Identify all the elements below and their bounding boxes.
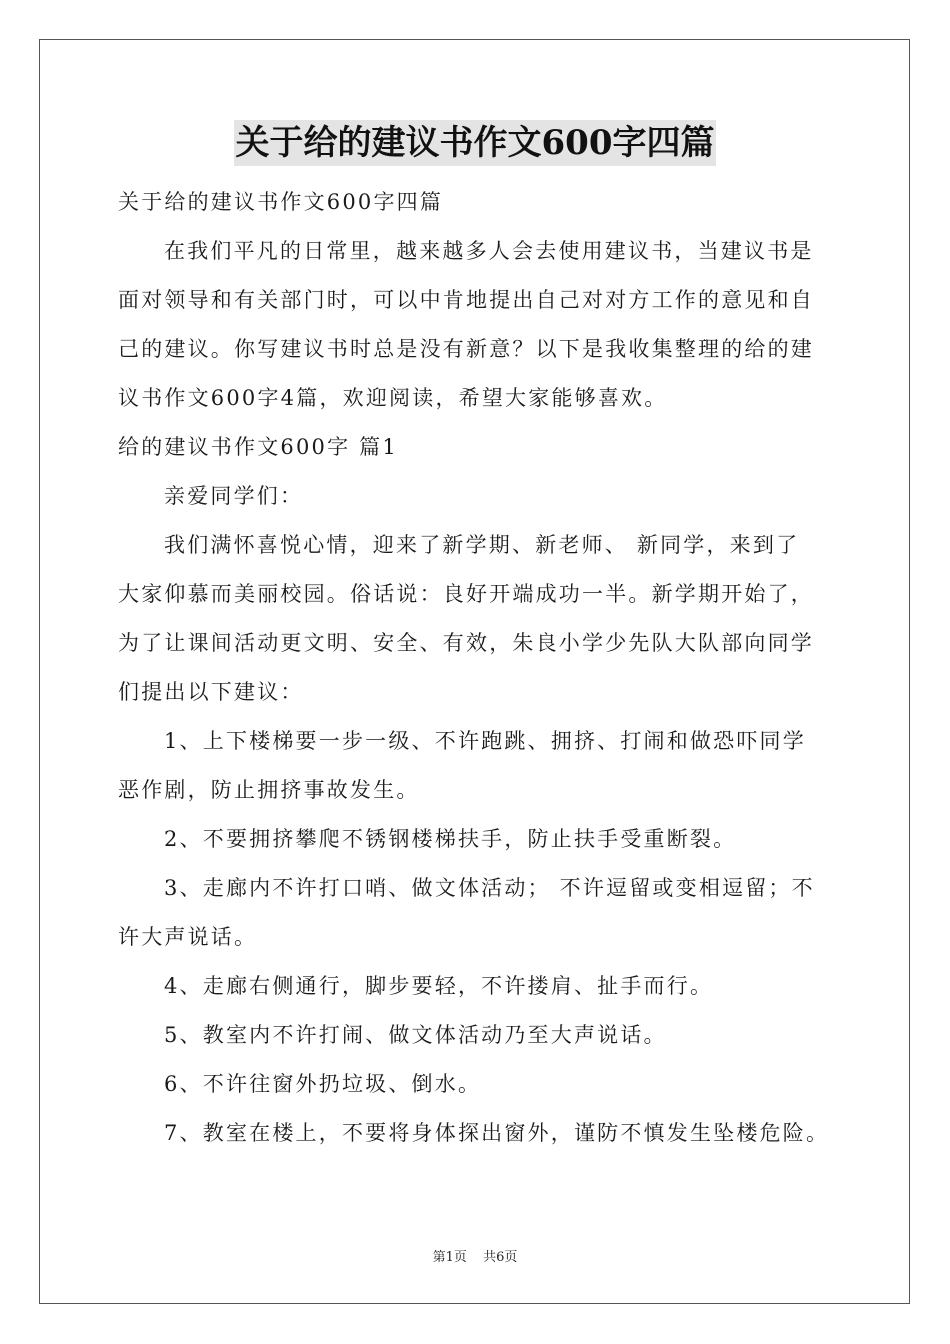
body-line: 我们满怀喜悦心情，迎来了新学期、新老师、 新同学，来到了 — [164, 533, 800, 557]
body-line: 己的建议。你写建议书时总是没有新意？以下是我收集整理的给的建 — [118, 337, 814, 361]
body-line: 许大声说话。 — [118, 925, 258, 949]
body-line: 为了让课间活动更文明、安全、有效，朱良小学少先队大队部向同学 — [118, 631, 814, 655]
page-total: 共6页 — [483, 1250, 518, 1265]
body-line: 们提出以下建议： — [118, 680, 304, 704]
list-item: 2、不要拥挤攀爬不锈钢楼梯扶手，防止扶手受重断裂。 — [164, 827, 737, 851]
section-heading: 给的建议书作文600字 篇1 — [118, 435, 398, 459]
document-title: 关于给的建议书作文600字四篇 — [234, 120, 717, 166]
document-body — [118, 178, 834, 1158]
body-line: 大家仰慕而美丽校园。俗话说：良好开端成功一半。新学期开始了， — [118, 582, 814, 606]
list-item: 4、走廊右侧通行，脚步要轻，不许搂肩、扯手而行。 — [164, 974, 714, 998]
body-line: 议书作文600字4篇，欢迎阅读，希望大家能够喜欢。 — [118, 386, 668, 410]
list-item: 6、不许往窗外扔垃圾、倒水。 — [164, 1072, 482, 1096]
page-footer — [0, 1246, 950, 1265]
body-line: 亲爱同学们： — [164, 484, 304, 508]
title-container — [0, 120, 950, 166]
list-item: 5、教室内不许打闹、做文体活动乃至大声说话。 — [164, 1023, 667, 1047]
body-line: 关于给的建议书作文600字四篇 — [118, 190, 444, 214]
body-line: 恶作剧，防止拥挤事故发生。 — [118, 778, 420, 802]
list-item: 3、走廊内不许打口哨、做文体活动； 不许逗留或变相逗留；不 — [164, 876, 815, 900]
body-line: 在我们平凡的日常里，越来越多人会去使用建议书，当建议书是 — [164, 239, 814, 263]
body-line: 面对领导和有关部门时，可以中肯地提出自己对对方工作的意见和自 — [118, 288, 814, 312]
list-item: 7、教室在楼上，不要将身体探出窗外，谨防不慎发生坠楼危险。 — [164, 1121, 830, 1145]
list-item: 1、上下楼梯要一步一级、不许跑跳、拥挤、打闹和做恐吓同学 — [164, 729, 806, 753]
page-number: 第1页 — [432, 1250, 467, 1265]
